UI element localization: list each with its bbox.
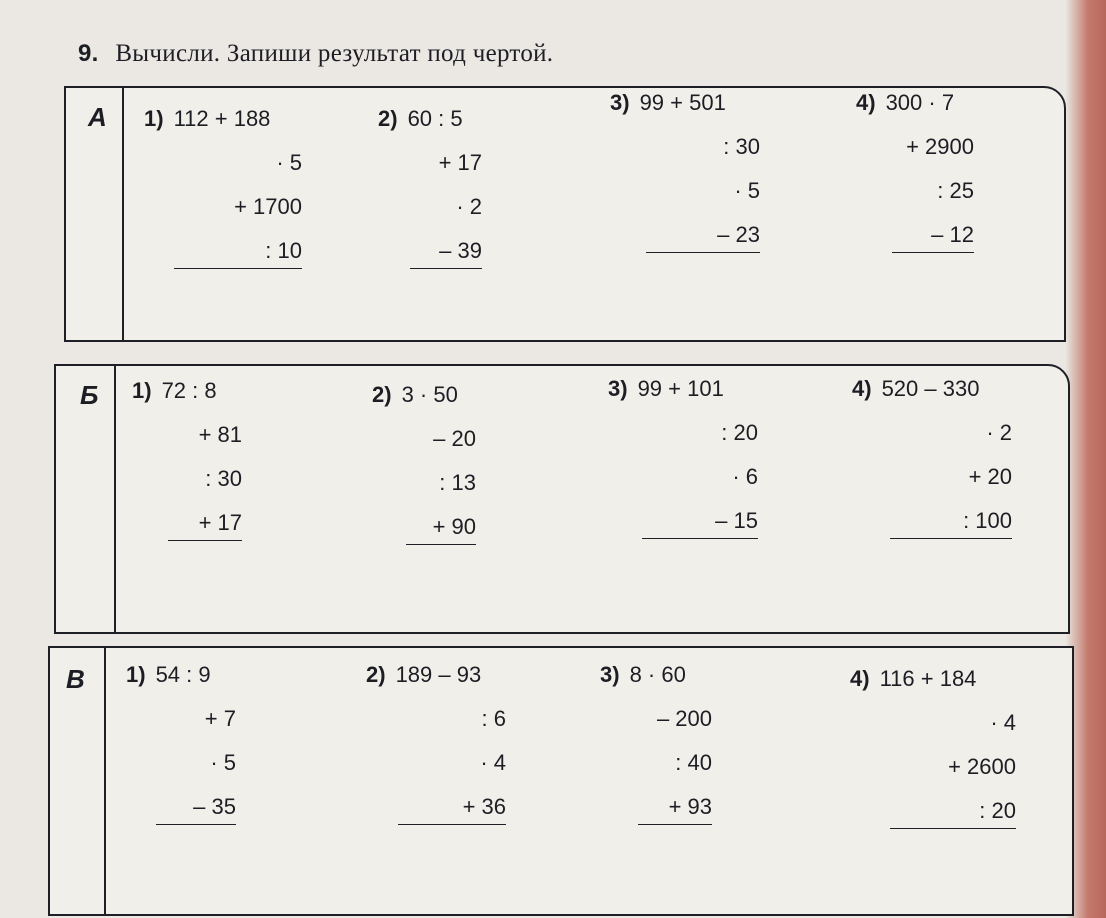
problem-step: – 35 <box>193 794 236 819</box>
panel-divider <box>104 648 106 914</box>
answer-line <box>168 540 242 541</box>
panel-letter: А <box>88 102 107 132</box>
problem-step: + 17 <box>198 510 242 535</box>
panel-letter: Б <box>80 380 99 410</box>
problem-c3 <box>600 662 712 825</box>
problem-step: · 5 <box>210 750 236 775</box>
problem-expression: 54 : 9 <box>155 662 211 687</box>
problem-expression: 60 : 5 <box>407 106 463 131</box>
problem-step: : 40 <box>675 750 712 775</box>
panel-divider <box>114 366 116 632</box>
problem-c1 <box>126 662 236 825</box>
task-number: 9. <box>78 40 99 67</box>
problem-step: + 1700 <box>234 194 302 219</box>
problem-expression: 3 · 50 <box>401 382 458 407</box>
problem-step: + 93 <box>668 794 712 819</box>
problem-b1 <box>132 378 242 541</box>
problem-step: – 12 <box>931 222 974 247</box>
problem-index: 4) <box>850 666 870 691</box>
problem-step: : 20 <box>721 420 758 445</box>
problem-index: 2) <box>378 106 398 131</box>
problem-step: + 20 <box>968 464 1012 489</box>
task-title <box>78 40 553 68</box>
answer-line <box>174 268 302 269</box>
problem-step: · 4 <box>990 710 1016 735</box>
problem-index: 3) <box>608 376 628 401</box>
problem-expression: 72 : 8 <box>161 378 217 403</box>
problem-step: – 20 <box>433 426 476 451</box>
panel-a <box>64 86 1066 342</box>
problem-step: + 2900 <box>906 134 974 159</box>
problem-index: 2) <box>366 662 386 687</box>
problem-step: · 2 <box>986 420 1012 445</box>
problem-index: 3) <box>600 662 620 687</box>
answer-line <box>890 538 1012 539</box>
answer-line <box>156 824 236 825</box>
problem-step: : 30 <box>723 134 760 159</box>
answer-line <box>398 824 506 825</box>
problem-c4 <box>850 666 1016 829</box>
problem-index: 1) <box>126 662 146 687</box>
problem-step: · 2 <box>456 194 482 219</box>
problem-c2 <box>366 662 506 825</box>
answer-line <box>410 268 482 269</box>
problem-expression: 520 – 330 <box>881 376 980 401</box>
problem-expression: 99 + 101 <box>637 376 724 401</box>
problem-step: – 15 <box>715 508 758 533</box>
problem-b2 <box>372 382 476 545</box>
problem-index: 4) <box>852 376 872 401</box>
problem-step: + 7 <box>204 706 236 731</box>
problem-a1 <box>144 106 302 269</box>
problem-expression: 99 + 501 <box>639 90 726 115</box>
problem-expression: 8 · 60 <box>629 662 686 687</box>
problem-step: – 39 <box>439 238 482 263</box>
problem-step: : 30 <box>205 466 242 491</box>
problem-step: · 4 <box>480 750 506 775</box>
problem-step: : 6 <box>481 706 506 731</box>
panel-letter: В <box>66 664 85 694</box>
problem-step: · 6 <box>732 464 758 489</box>
problem-a2 <box>378 106 482 269</box>
problem-step: – 200 <box>656 706 712 731</box>
problem-expression: 189 – 93 <box>395 662 482 687</box>
answer-line <box>646 252 760 253</box>
problem-index: 4) <box>856 90 876 115</box>
task-instruction: Вычисли. Запиши результат под чертой. <box>115 40 554 67</box>
answer-line <box>892 252 974 253</box>
problem-step: – 23 <box>717 222 760 247</box>
problem-step: + 17 <box>438 150 482 175</box>
problem-a4 <box>856 90 974 253</box>
problem-b3 <box>608 376 758 539</box>
problem-step: : 25 <box>937 178 974 203</box>
problem-step: : 10 <box>265 238 302 263</box>
answer-line <box>638 824 712 825</box>
problem-a3 <box>610 90 760 253</box>
problem-step: + 36 <box>462 794 506 819</box>
problem-step: + 90 <box>432 514 476 539</box>
problem-index: 1) <box>144 106 164 131</box>
problem-step: + 2600 <box>948 754 1016 779</box>
problem-expression: 112 + 188 <box>173 106 271 131</box>
problem-index: 1) <box>132 378 152 403</box>
problem-expression: 116 + 184 <box>879 666 977 691</box>
problem-expression: 300 · 7 <box>885 90 955 115</box>
panel-b <box>54 364 1070 634</box>
problem-step: : 100 <box>963 508 1012 533</box>
problem-index: 2) <box>372 382 392 407</box>
problem-b4 <box>852 376 1012 539</box>
problem-index: 3) <box>610 90 630 115</box>
problem-step: · 5 <box>734 178 760 203</box>
answer-line <box>890 828 1016 829</box>
panel-divider <box>122 88 124 340</box>
problem-step: : 20 <box>979 798 1016 823</box>
answer-line <box>406 544 476 545</box>
problem-step: + 81 <box>198 422 242 447</box>
problem-step: : 13 <box>439 470 476 495</box>
panel-c <box>48 646 1074 916</box>
problem-step: · 5 <box>276 150 302 175</box>
answer-line <box>642 538 758 539</box>
